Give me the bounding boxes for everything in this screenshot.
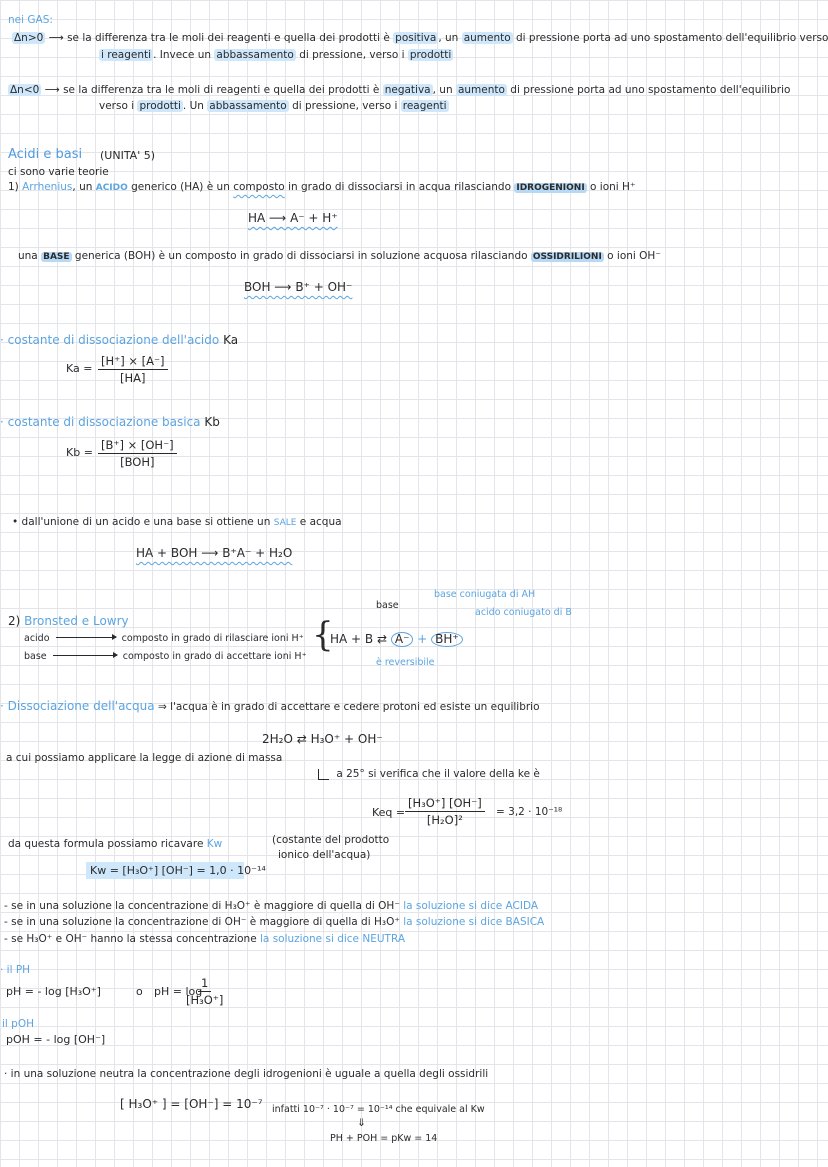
delta-n-negative-rule — [8, 84, 790, 97]
text: da questa formula possiamo ricavare — [8, 838, 204, 850]
bronsted-heading — [8, 615, 129, 628]
ph-formula-log: pH = - log [H₃O⁺] — [6, 985, 101, 998]
ka-numerator: [H⁺] × [A⁻] — [98, 354, 168, 370]
ph-poh-sum: PH + POH = pKw = 14 — [330, 1133, 438, 1144]
conjugate-acid-label: acido coniugato di B — [475, 607, 572, 618]
text: in grado di dissociarsi in acqua rilasciando — [288, 181, 511, 193]
ka-symbol: Ka — [223, 333, 239, 347]
water-equation: 2H₂O ⇄ H₃O⁺ + OH⁻ — [262, 732, 383, 746]
ka-denominator: [HA] — [120, 371, 146, 385]
ka-title — [0, 334, 238, 347]
text: di pressione, verso i — [292, 100, 398, 112]
corner-icon — [318, 769, 329, 780]
composto-word: composto — [233, 181, 285, 193]
keq-value: = 3,2 · 10⁻¹⁸ — [496, 806, 563, 818]
delta-n-positive-rule — [12, 32, 828, 45]
kb-symbol: Kb — [204, 415, 220, 429]
neutral-solution-text: · in una soluzione neutra la concentrazione degli idrogenioni è uguale a quella degli ossidrili — [4, 1068, 489, 1080]
text: se la differenza tra le moli dei reagenti e quella dei prodotti è — [67, 32, 390, 44]
acid-result: la soluzione si dice ACIDA — [403, 900, 539, 912]
text: . Invece un — [153, 49, 212, 61]
text: - se in una soluzione la concentrazione di H₃O⁺ è maggiore di quella di OH⁻ — [4, 900, 400, 912]
highlight-prodotti: prodotti — [409, 49, 452, 61]
text: , un — [438, 32, 459, 44]
reversibile-note: è reversibile — [376, 657, 435, 668]
text: o ioni H⁺ — [590, 181, 636, 193]
base-def: composto in grado di accettare ioni H⁺ — [122, 651, 307, 662]
ph-formula-inverse: pH = log — [154, 985, 203, 998]
arrow-icon: ⟶ — [44, 84, 64, 96]
text: , un — [72, 181, 93, 193]
highlight-prodotti: prodotti — [139, 100, 181, 112]
kb-lhs: Kb = — [66, 446, 93, 459]
bronsted-name: Bronsted e Lowry — [24, 614, 129, 628]
basic-result: la soluzione si dice BASICA — [403, 916, 545, 928]
bronsted-base-def — [24, 650, 307, 663]
text: se la differenza tra le moli di reagenti e quella dei prodotti è — [63, 84, 380, 96]
brace-icon: { — [312, 615, 334, 655]
acido-def: composto in grado di rilasciare ioni H⁺ — [121, 633, 304, 644]
acid-solution-rule — [4, 900, 538, 913]
arrow-icon — [56, 637, 116, 638]
highlight-reagenti: reagenti — [402, 100, 447, 112]
highlight-base: BASE — [43, 252, 70, 262]
basic-solution-rule — [4, 916, 544, 929]
mass-action-text: a cui possiamo applicare la legge di azione di massa — [6, 752, 283, 764]
arrhenius-name: Arrhenius — [22, 181, 73, 193]
acidi-basi-heading: Acidi e basi — [8, 147, 83, 162]
kb-title — [0, 416, 220, 429]
text: generico (HA) è un — [131, 181, 230, 193]
text: una — [18, 250, 38, 262]
list-number: 2) — [8, 614, 21, 628]
plus: + — [417, 632, 428, 646]
text: generica (BOH) è un composto in grado di dissociarsi in soluzione acquosa rilasciando — [74, 250, 528, 262]
kb-numerator: [B⁺] × [OH⁻] — [98, 438, 177, 454]
text: - se H₃O⁺ e OH⁻ hanno la stessa concentrazione — [4, 933, 257, 945]
ka-lhs: Ka = — [66, 362, 93, 375]
equilibrium-arrow-icon: ⇄ — [376, 632, 391, 646]
highlight-ossidrilioni: OSSIDRILIONI — [532, 252, 602, 262]
text: o ioni OH⁻ — [607, 250, 661, 262]
neutral-solution-rule — [4, 933, 405, 946]
text: . Un — [182, 100, 204, 112]
conjugate-acid-circle: BH⁺ — [431, 632, 463, 647]
temperature-note — [318, 768, 540, 781]
text: dall'unione di un acido e una base si ottiene un — [21, 516, 271, 528]
delta-n-negative-label: Δn<0 — [10, 84, 40, 96]
bronsted-acid-def — [24, 632, 304, 645]
base-marker: base — [376, 600, 399, 611]
base-dissociation-equation: BOH ⟶ B⁺ + OH⁻ — [244, 280, 353, 294]
conjugate-base-circle: A⁻ — [391, 632, 414, 647]
highlight-positiva: positiva — [395, 32, 437, 44]
kb-title-text: · costante di dissociazione basica — [0, 415, 201, 429]
ka-title-text: · costante di dissociazione dell'acido — [0, 333, 220, 347]
highlight-aumento: aumento — [457, 84, 505, 96]
keq-formula — [405, 796, 485, 827]
base-definition — [18, 250, 661, 264]
acid-dissociation-equation: HA ⟶ A⁻ + H⁺ — [248, 211, 338, 225]
intro-text: ci sono varie teorie — [8, 166, 109, 178]
ph-numerator: 1 — [198, 976, 211, 992]
text: e acqua — [299, 516, 342, 528]
water-title-text: · Dissociazione dell'acqua — [0, 699, 155, 713]
arrow-icon: ⟶ — [48, 32, 68, 44]
text: , un — [432, 84, 453, 96]
poh-title: il pOH — [2, 1018, 34, 1030]
water-dissociation-title — [0, 700, 540, 714]
kb-denominator: [BOH] — [120, 455, 155, 469]
highlight-abbassamento: abbassamento — [216, 49, 294, 61]
acido-label: acido — [24, 633, 50, 644]
ph-title: · il PH — [0, 964, 31, 976]
sale-sentence — [12, 516, 342, 530]
text: di pressione, verso i — [299, 49, 405, 61]
text: di pressione porta ad uno spostamento dell'equilibrio — [510, 84, 791, 96]
keq-lhs: Keq = — [372, 806, 406, 819]
highlight-abbassamento: abbassamento — [209, 100, 287, 112]
highlight-aumento: aumento — [463, 32, 511, 44]
eq-reactants: HA + B — [330, 632, 374, 646]
delta-n-positive-label: Δn>0 — [14, 32, 44, 44]
conjugate-base-label: base coniugata di AH — [434, 589, 536, 600]
keq-numerator: [H₃O⁺] [OH⁻] — [405, 796, 485, 812]
highlight-idrogenioni: IDROGENIONI — [516, 183, 585, 193]
keq-denominator: [H₂O]² — [426, 813, 463, 827]
neutral-equation: [ H₃O⁺ ] = [OH⁻] = 10⁻⁷ — [120, 1097, 263, 1111]
gas-heading: nei GAS: — [8, 14, 53, 26]
arrhenius-definition — [8, 181, 636, 195]
highlight-negativa: negativa — [384, 84, 431, 96]
bronsted-equation — [330, 632, 463, 647]
delta-n-negative-rule-line2 — [99, 100, 449, 113]
kw-note-2: ionico dell'acqua) — [278, 849, 371, 861]
delta-n-positive-rule-line2 — [99, 49, 453, 62]
temp-note-text: a 25° si verifica che il valore della ke è — [336, 768, 540, 780]
kw-symbol: Kw — [206, 838, 223, 850]
acido-word: ACIDO — [95, 183, 128, 193]
bullet: • — [12, 516, 19, 528]
sale-word: SALE — [273, 518, 297, 528]
base-label: base — [24, 651, 47, 662]
text: di pressione porta ad uno spostamento dell'equilibrio verso — [516, 32, 828, 44]
kw-equation: Kw = [H₃O⁺] [OH⁻] = 1,0 · 10⁻¹⁴ — [90, 864, 266, 877]
arrow-icon — [53, 655, 117, 656]
down-arrow-icon: ⇓ — [357, 1117, 366, 1129]
text: - se in una soluzione la concentrazione di OH⁻ è maggiore di quella di H₃O⁺ — [4, 916, 400, 928]
water-title-desc: ⇒ l'acqua è in grado di accettare e cedere protoni ed esiste un equilibrio — [157, 701, 540, 713]
text: verso i — [99, 100, 135, 112]
kw-check-note: infatti 10⁻⁷ · 10⁻⁷ = 10⁻¹⁴ che equivale al Kw — [272, 1104, 485, 1115]
unit-label: (UNITA' 5) — [100, 149, 156, 162]
ph-fraction — [186, 976, 223, 1007]
list-number: 1) — [8, 181, 19, 193]
ph-denominator: [H₃O⁺] — [186, 993, 224, 1007]
kb-formula — [98, 438, 177, 469]
ph-or: o — [136, 985, 143, 998]
neutral-result: la soluzione si dice NEUTRA — [260, 933, 405, 945]
ka-formula — [98, 354, 168, 385]
highlight-reagenti: i reagenti — [101, 49, 152, 61]
kw-note-1: (costante del prodotto — [272, 834, 390, 846]
kw-intro — [8, 838, 222, 851]
salt-formation-equation: HA + BOH ⟶ B⁺A⁻ + H₂O — [136, 546, 293, 560]
poh-formula: pOH = - log [OH⁻] — [6, 1033, 106, 1046]
